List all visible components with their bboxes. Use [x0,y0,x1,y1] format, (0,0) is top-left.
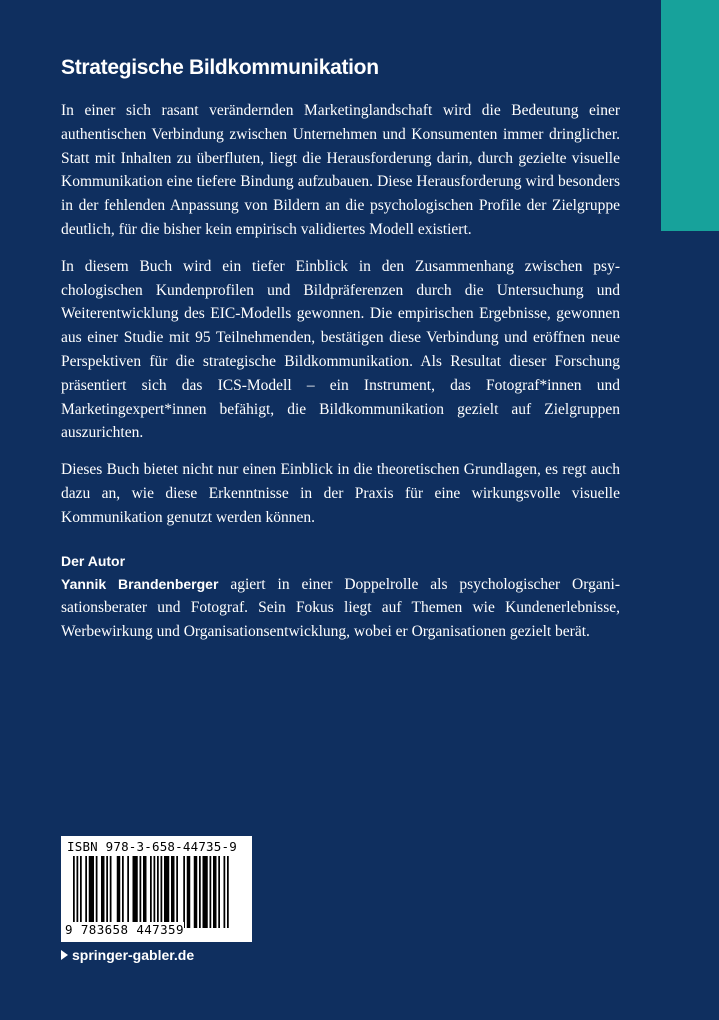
barcode-bar [143,856,147,928]
barcode-bar [164,856,169,928]
barcode-bar [122,856,124,928]
author-name: Yannik Brandenberger [61,575,219,592]
publisher-link[interactable] [61,947,194,963]
barcode-bar [161,856,163,928]
barcode-bar [187,856,191,928]
barcode-bar [157,856,159,928]
barcode-bars [73,856,247,928]
blurb-paragraph-3: Dieses Buch bietet nicht nur einen Einblick in die theoretischen Grundlagen, es regt auch dazu an, wie diese Erkenntnisse in der Praxis für eine wirkungsvolle visuelle Kommunikation genutzt werden können. [61,461,620,526]
blurb [61,99,620,644]
barcode-bar [96,856,98,928]
barcode-bar [183,856,185,928]
barcode-bar [117,856,121,928]
blurb-paragraph-1: In einer sich rasant verändernden Marketinglandschaft wird die Bedeutung einer authentischen Verbindung zwischen Unternehmen und Konsumenten immer dringlicher. Statt mit Inhalten zu überfluten, liegt die Herausforderung darin, durch gezielte visuelle Kommunikation eine tiefere Bindung aufzubauen. Diese Herausforderung wird besonders in der fehlenden Anpassung von Bildern an die psychologischen Profile der Zielgruppe deutlich, für die bisher kein empirisch validiertes Modell existiert. [61,102,620,238]
barcode-bar [176,856,178,928]
author-bio-text: agiert in einer Doppelrolle als psychologischer Organisationsberater und Fotograf. Sein Fokus liegt auf Themen wie Kundenerlebnisse, Werbewirkung und Organisationsentwicklung, wobei er Organisationen gezielt berät. [61,575,620,641]
barcode-bar [89,856,94,928]
barcode-bar [203,856,208,928]
book-title: Strategische Bildkommunikation [61,56,379,79]
barcode-bar [85,856,87,928]
blurb-paragraph-2: In diesem Buch wird ein tiefer Einblick in den Zusammenhang zwischen psychologischen Kundenprofilen und Bildpräferenzen durch die Untersuchung und Weiterentwicklung des EIC-Modells gewonnen. Die empirischen Ergebnisse, gewonnen aus einer Studie mit 95 Teilnehmenden, bestätigen diese Verbindung und eröffnen neue Perspektiven für die strategische Bildkommunikation. Als Resultat dieser Forschung präsentiert sich das ICS-Modell – ein Instrument, das Fotograf*innen und Marketingexpert*innen befähigt, die Bildkommunikation gezielt auf Zielgruppen auszurichten. [61,257,620,442]
barcode-bar [210,856,212,928]
barcode-bar [154,856,156,928]
accent-tab [661,0,719,231]
barcode-bar [73,856,75,928]
isbn-label: ISBN 978-3-658-44735-9 [67,839,237,854]
barcode-bar [194,856,198,928]
barcode-bar [213,856,217,928]
publisher-url: springer-gabler.de [72,947,195,963]
author-bio [61,573,620,644]
barcode-bar [80,856,82,928]
barcode-bar [140,856,142,928]
barcode-bar [110,856,112,928]
barcode-bar [218,856,220,928]
barcode-bar [77,856,79,928]
arrow-right-icon [61,950,68,960]
barcode-digits: 9 783658 447359 [65,922,184,937]
barcode-bar [199,856,201,928]
barcode-bar [224,856,226,928]
barcode-bar [101,856,105,928]
barcode-bar [127,856,129,928]
barcode-bar [227,856,229,928]
barcode-bar [106,856,108,928]
author-heading: Der Autor [61,552,126,569]
barcode-bar [133,856,138,928]
barcode-bar [150,856,152,928]
barcode-bar [171,856,175,928]
isbn-barcode [61,836,252,942]
